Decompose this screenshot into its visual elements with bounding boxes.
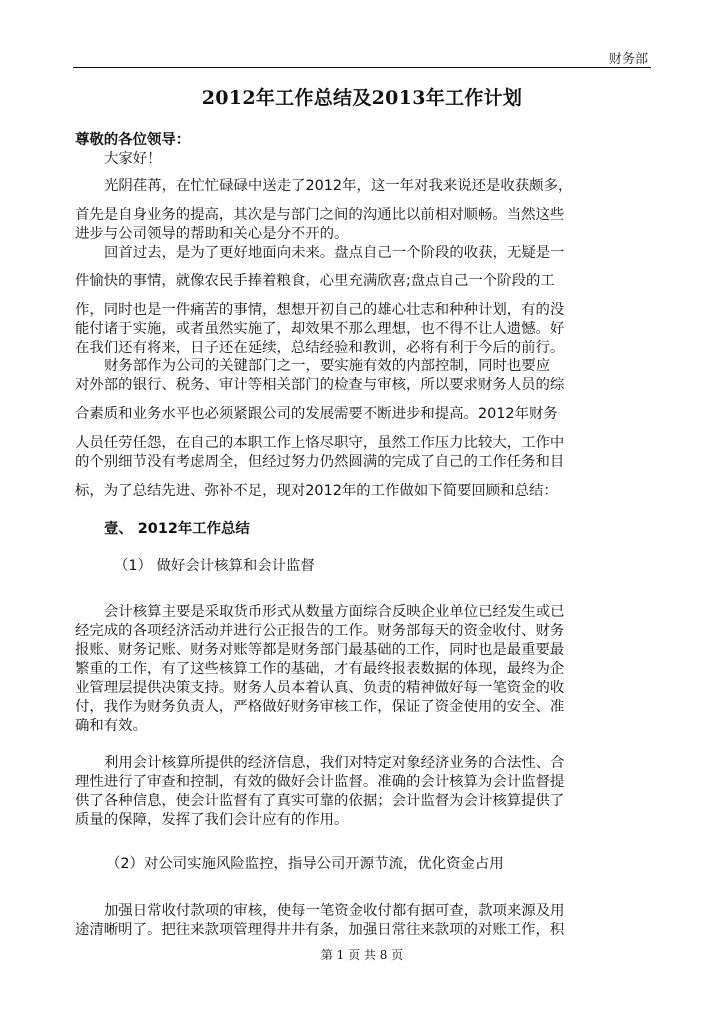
paragraph-line: 报账、财务记账、财务对账等都是财务部门最基础的工作，同时也是最重要最 <box>75 642 565 658</box>
paragraph-line: 标，为了总结先进、弥补不足，现对2012年的工作做如下简要回顾和总结： <box>75 483 558 499</box>
section-heading: 壹、 2012年工作总结 <box>104 521 250 537</box>
paragraph-line: 繁重的工作，有了这些核算工作的基础，才有最终报表数据的体现，最终为企 <box>75 661 565 677</box>
paragraph-line: 供了各种信息，使会计监督有了真实可靠的依据；会计监督为会计核算提供了 <box>75 793 565 809</box>
paragraph-line: 经完成的各项经济活动并进行公正报告的工作。财务部每天的资金收付、财务 <box>75 623 565 639</box>
paragraph-line: 会计核算主要是采取货币形式从数量方面综合反映企业单位已经发生或已 <box>104 604 565 620</box>
paragraph-line: 质量的保障，发挥了我们会计应有的作用。 <box>75 812 349 828</box>
paragraph-line: 加强日常收付款项的审核，使每一笔资金收付都有据可查，款项来源及用 <box>104 903 565 919</box>
paragraph-line: 回首过去，是为了更好地面向未来。盘点自己一个阶段的收获，无疑是一 <box>104 245 565 261</box>
salutation: 尊敬的各位领导： <box>75 132 191 148</box>
paragraph-line: 确和有效。 <box>75 718 147 734</box>
paragraph-line: 付，我作为财务负责人，严格做好财务审核工作，保证了资金使用的安全、准 <box>75 699 565 715</box>
paragraph-line: 件愉快的事情，就像农民手捧着粮食，心里充满欣喜;盘点自己一个阶段的工 <box>75 273 555 289</box>
greeting: 大家好！ <box>104 151 162 167</box>
subsection-heading: （2）对公司实施风险监控，指导公司开源节流，优化资金占用 <box>106 856 504 872</box>
paragraph-line: 途清晰明了。把往来款项管理得井井有条，加强日常往来款项的对账工作，积 <box>75 922 565 938</box>
page-number: 第 1 页 共 8 页 <box>320 948 404 962</box>
paragraph-line: 财务部作为公司的关键部门之一，要实施有效的内部控制，同时也要应 <box>104 358 551 374</box>
header-rule <box>73 67 651 68</box>
paragraph-line: 作，同时也是一件痛苦的事情，想想开初自己的雄心壮志和种种计划，有的没 <box>75 302 565 318</box>
paragraph-line: 在我们还有将来，日子还在延续，总结经验和教训，必将有利于今后的前行。 <box>75 340 565 356</box>
paragraph-line: 的个别细节没有考虑周全，但经过努力仍然圆满的完成了自己的工作任务和目 <box>75 454 565 470</box>
department-label: 财务部 <box>608 52 648 67</box>
paragraph-line: 业管理层提供决策支持。财务人员本着认真、负责的精神做好每一笔资金的收 <box>75 680 565 696</box>
paragraph-line: 对外部的银行、税务、审计等相关部门的检查与审核，所以要求财务人员的综 <box>75 377 565 393</box>
paragraph-line: 合素质和业务水平也必须紧跟公司的发展需要不断进步和提高。2012年财务 <box>75 406 558 422</box>
paragraph-line: 光阴荏苒，在忙忙碌碌中送走了2012年，这一年对我来说还是收获颇多， <box>104 178 573 194</box>
paragraph-line: 能付诸于实施，或者虽然实施了，却效果不那么理想，也不得不让人遗憾。好 <box>75 321 565 337</box>
paragraph-line: 人员任劳任怨，在自己的本职工作上恪尽职守，虽然工作压力比较大，工作中 <box>75 435 565 451</box>
paragraph-line: 理性进行了审查和控制，有效的做好会计监督。准确的会计核算为会计监督提 <box>75 774 565 790</box>
subsection-heading: （1） 做好会计核算和会计监督 <box>114 558 315 574</box>
paragraph-line: 利用会计核算所提供的经济信息，我们对特定对象经济业务的合法性、合 <box>104 755 565 771</box>
paragraph-line: 进步与公司领导的帮助和关心是分不开的。 <box>75 226 349 242</box>
paragraph-line: 首先是自身业务的提高，其次是与部门之间的沟通比以前相对顺畅。当然这些 <box>75 207 565 223</box>
page-title: 2012年工作总结及2013年工作计划 <box>201 87 523 109</box>
